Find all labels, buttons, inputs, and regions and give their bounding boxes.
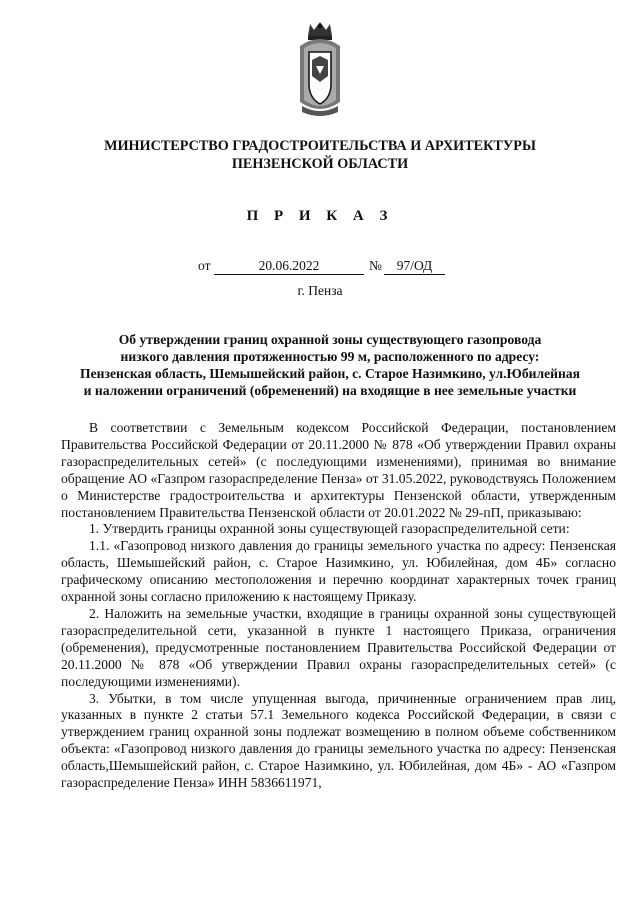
item-3-paragraph: 3. Убытки, в том числе упущенная выгода, причиненные ограничением прав лиц, указанных в пункте 2 статьи 57.1 Земельного кодекса Российской Федерации, в связи с утверждением границ охранной зоны подлежат возмещению в полном объеме собственником объекта: «Газопровод низкого давления до границы земельного участка по адресу: Пензенская область,Шемышейский район, с. Старое Назимкино, ул. Юбилейная, дом 4Б» - АО «Газпром газораспределение Пенза» ИНН 5836611971, [61, 690, 616, 791]
ministry-heading [0, 137, 640, 173]
ministry-line-2: ПЕНЗЕНСКОЙ ОБЛАСТИ [231, 156, 409, 172]
subject-line-2: низкого давления протяженностью 99 м, расположенного по адресу: [120, 349, 540, 364]
number-prefix: № [369, 258, 382, 273]
order-date: 20.06.2022 [214, 257, 364, 275]
item-2-paragraph: 2. Наложить на земельные участки, входящие в границы охранной зоны существующей газораспределительной сети, указанной в пункте 1 настоящего Приказа, ограничения (обременения), предусмотренные постановлением Правительства Российской Федерации от 20.11.2000 № 878 «Об утверждении Правил охраны газораспределительных сетей» (с последующими изменениями). [61, 605, 616, 689]
order-number: 97/ОД [384, 257, 445, 275]
subject-line-3: Пензенская область, Шемышейский район, с. Старое Назимкино, ул.Юбилейная [80, 366, 580, 381]
ministry-line-1: МИНИСТЕРСТВО ГРАДОСТРОИТЕЛЬСТВА И АРХИТЕКТУРЫ [104, 138, 536, 154]
coat-of-arms-emblem [296, 20, 344, 120]
item-1-paragraph: 1. Утвердить границы охранной зоны существующей газораспределительной сети: [89, 521, 570, 537]
intro-paragraph: В соответствии с Земельным кодексом Российской Федерации, постановлением Правительства Российской Федерации от 20.11.2000 № 878 «Об утверждении Правил охраны газораспределительных сетей» (с последующими изменениями), принимая во внимание обращение АО «Газпром газораспределение Пенза» от 31.05.2022, руководствуясь Положением о Министерстве градостроительства и архитектуры Пензенской области, утвержденным постановлением Правительства Пензенской области от 20.01.2022 № 29-пП, приказываю: [61, 420, 616, 520]
item-1-1-paragraph: 1.1. «Газопровод низкого давления до границы земельного участка по адресу: Пензенская область, Шемышейский район, с. Старое Назимкино, ул. Юбилейная, дом 4Б» согласно графическому описанию местоположения и перечню координат характерных точек границ охранной зоны согласно приложению к настоящему Приказу. [61, 538, 616, 605]
subject-line-1: Об утверждении границ охранной зоны существующего газопровода [118, 332, 542, 347]
date-prefix: от [198, 258, 211, 273]
order-title: П Р И К А З [246, 208, 394, 224]
subject-line-4: и наложении ограничений (обременений) на входящие в нее земельные участки [83, 383, 577, 398]
order-body [61, 420, 616, 792]
order-subject [50, 331, 610, 399]
order-city: г. Пенза [297, 283, 343, 298]
